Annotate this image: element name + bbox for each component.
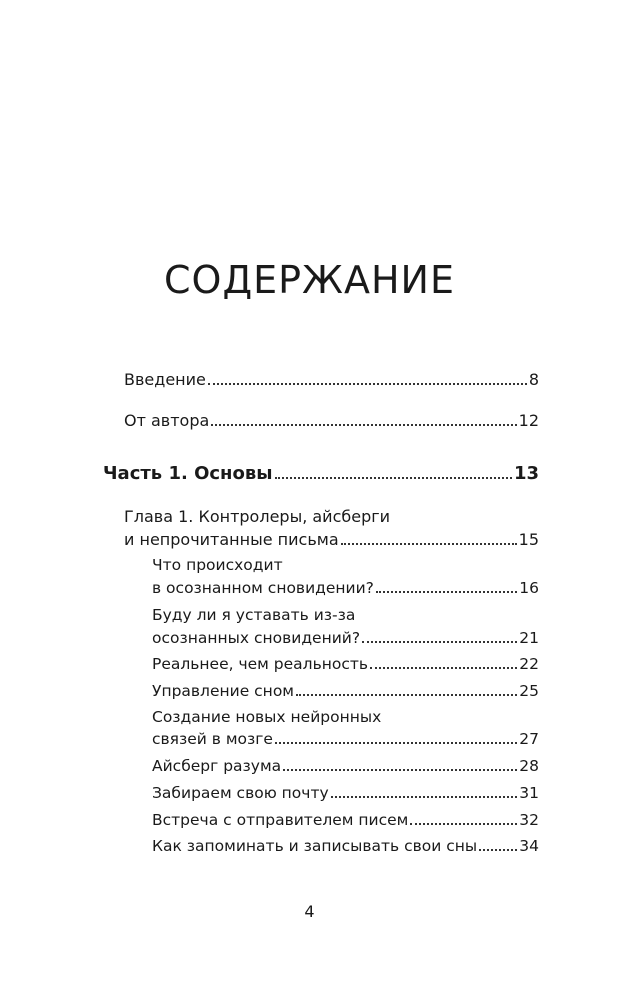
toc-label: Как запоминать и записывать свои сны xyxy=(152,837,478,855)
toc-entry-more-real[interactable] xyxy=(152,652,539,676)
toc-leader-dots xyxy=(370,667,517,669)
toc-entry-tired[interactable] xyxy=(152,626,539,650)
toc-leader-dots xyxy=(275,742,517,744)
toc-label: Встреча с отправителем писем xyxy=(152,811,409,829)
toc-entry-part-1[interactable] xyxy=(103,462,539,486)
toc-page: 27 xyxy=(519,730,539,748)
toc-leader-dots xyxy=(331,796,518,798)
toc-leader-dots xyxy=(410,823,517,825)
toc-page: 16 xyxy=(519,579,539,597)
toc-entry-mail[interactable] xyxy=(152,781,539,805)
toc-label: в осознанном сновидении? xyxy=(152,579,374,597)
toc-page: 13 xyxy=(513,463,539,484)
toc-leader-dots xyxy=(275,477,512,479)
toc-label: Введение xyxy=(124,370,206,389)
toc-entry-sender[interactable] xyxy=(152,808,539,832)
toc-label: и непрочитанные письма xyxy=(124,530,339,549)
toc-page: 31 xyxy=(519,784,539,802)
toc-entry-introduction[interactable] xyxy=(124,368,539,392)
toc-entry-remember-dreams[interactable] xyxy=(152,834,539,858)
toc-entry-what-happens[interactable] xyxy=(152,576,539,600)
toc-label: осознанных сновидений? xyxy=(152,629,361,647)
toc-label: Забираем свою почту xyxy=(152,784,329,802)
toc-label: Управление сном xyxy=(152,682,294,700)
toc-page: 28 xyxy=(519,757,539,775)
toc-leader-dots xyxy=(479,849,517,851)
toc-leader-dots xyxy=(362,641,517,643)
toc-entry-from-author[interactable] xyxy=(124,409,539,433)
toc-leader-dots xyxy=(376,591,517,593)
page-number: 4 xyxy=(304,902,315,921)
toc-leader-dots xyxy=(283,769,517,771)
toc-entry-tired-line1: Буду ли я уставать из-за xyxy=(152,606,356,624)
toc-page: 21 xyxy=(519,629,539,647)
toc-page: 15 xyxy=(518,530,539,549)
toc-entry-chapter-1-line1: Глава 1. Контролеры, айсберги xyxy=(124,507,391,526)
toc-page: 22 xyxy=(519,655,539,673)
toc-label: связей в мозге xyxy=(152,730,273,748)
toc-page: 34 xyxy=(519,837,539,855)
toc-entry-what-happens-line1: Что происходит xyxy=(152,556,283,574)
toc-entry-neural-line1: Создание новых нейронных xyxy=(152,708,382,726)
toc-page: 8 xyxy=(528,370,539,389)
toc-entry-neural[interactable] xyxy=(152,727,539,751)
toc-label: Айсберг разума xyxy=(152,757,282,775)
toc-label: От автора xyxy=(124,411,210,430)
toc-page: 25 xyxy=(519,682,539,700)
page-title: СОДЕРЖАНИЕ xyxy=(164,258,455,302)
toc-entry-sleep-control[interactable] xyxy=(152,679,539,703)
toc-leader-dots xyxy=(341,543,517,545)
toc-entry-iceberg[interactable] xyxy=(152,754,539,778)
toc-leader-dots xyxy=(296,694,517,696)
toc-leader-dots xyxy=(208,383,527,385)
toc-page: 32 xyxy=(519,811,539,829)
toc-label: Часть 1. Основы xyxy=(103,463,273,484)
toc-page: 12 xyxy=(518,411,539,430)
toc-label: Реальнее, чем реальность xyxy=(152,655,369,673)
toc-entry-chapter-1[interactable] xyxy=(124,528,539,552)
toc-leader-dots xyxy=(211,424,516,426)
